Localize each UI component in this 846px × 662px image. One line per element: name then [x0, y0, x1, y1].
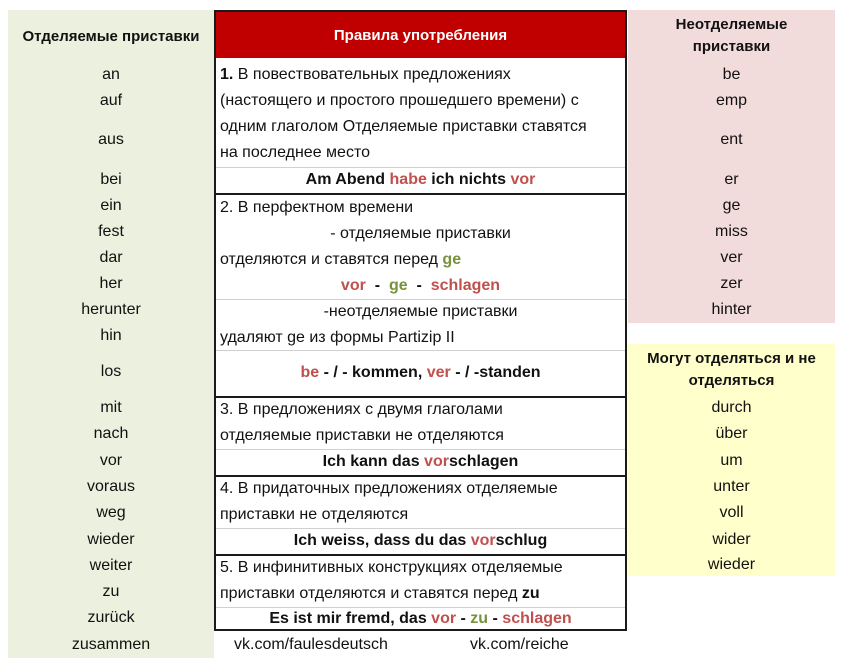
prefix-item: ent [720, 131, 743, 148]
rule-5-line-1: 5. В инфинитивных конструкциях отделяемые [220, 559, 563, 576]
prefix-item: vor [99, 451, 123, 469]
rule-2-line-3 [220, 247, 461, 273]
example-text: Am Abend [305, 171, 390, 188]
rule-1-line-1 [220, 62, 511, 88]
rule-2-line-6: удаляют ge из формы Partizip II [220, 329, 455, 346]
inseparable-prefixes-header [628, 14, 835, 58]
vk-link-reiche[interactable]: vk.com/reiche [470, 636, 569, 653]
example-text: Ich weiss, dass du das [293, 532, 471, 549]
prefix-item: weg [96, 504, 126, 521]
rule-2-line-1: 2. В перфектном времени [220, 199, 414, 216]
rule-4-line-2: приставки не отделяются [220, 506, 409, 523]
zu-highlight: zu [521, 585, 540, 602]
prefix-item: zurück [87, 609, 135, 626]
example-text: - / -standen [450, 364, 541, 381]
example-highlight: ge [388, 277, 408, 294]
rule-4-line-1: 4. В придаточных предложениях отделяемые [220, 480, 558, 497]
prefix-item: wieder [707, 555, 756, 573]
prefix-item: er [724, 170, 739, 188]
rule-5-text: приставки отделяются и ставятся перед [220, 585, 522, 602]
prefix-item: wider [712, 530, 751, 548]
prefix-item: ein [100, 197, 122, 214]
example-highlight: habe [389, 171, 427, 188]
prefix-item: durch [711, 399, 752, 416]
example-highlight: vor [510, 171, 536, 188]
example-highlight: zu [470, 610, 489, 627]
rule-2-line-2: - отделяемые приставки [330, 225, 511, 242]
mixed-prefixes-column [628, 344, 835, 576]
prefix-item: los [100, 363, 122, 380]
rule-5-example [216, 606, 625, 632]
mixed-prefixes-header [628, 348, 835, 392]
prefix-item: voll [719, 504, 744, 521]
example-text: - / - kommen, [319, 364, 427, 381]
prefix-item: be [722, 66, 741, 83]
rule-4-example [216, 528, 625, 554]
rule-1-example [216, 167, 625, 193]
prefix-item: fest [98, 223, 124, 240]
rule-3-line-2: отделяемые приставки не отделяются [220, 427, 504, 444]
example-text: schlug [495, 532, 548, 549]
prefix-item: aus [98, 131, 124, 148]
rule-1-line-4: на последнее место [220, 144, 370, 161]
example-highlight: ver [426, 364, 451, 381]
ge-highlight: ge [442, 251, 462, 268]
rule-1-line-2: (настоящего и простого прошедшего времени) с [220, 92, 579, 109]
prefix-item: dar [99, 249, 123, 266]
separable-prefixes-header: Отделяемые приставки [22, 27, 200, 45]
example-text: - [488, 610, 503, 627]
prefix-item: voraus [86, 478, 136, 495]
usage-rules-table [214, 10, 627, 631]
prefix-item: hin [100, 327, 122, 344]
header-line: отделяться [688, 372, 775, 389]
example-highlight: vor [470, 532, 496, 549]
rule-2-line-5: -неотделяемые приставки [323, 303, 518, 320]
header-line: Могут отделяться и не [647, 350, 816, 367]
example-highlight: schlagen [430, 277, 501, 294]
example-highlight: vor [340, 277, 366, 294]
example-highlight: schlagen [502, 610, 572, 627]
rule-3-example [216, 449, 625, 475]
inseparable-prefixes-column [628, 10, 835, 323]
prefix-item: auf [99, 92, 123, 109]
divider [216, 350, 625, 351]
rule-5-line-2 [220, 581, 540, 607]
prefix-item: weiter [89, 557, 133, 574]
prefix-item: über [715, 425, 748, 442]
example-text: - [407, 277, 431, 294]
rule-2-example-1 [216, 273, 625, 299]
example-highlight: vor [431, 610, 457, 627]
rule-3-line-1: 3. В предложениях с двумя глаголами [220, 401, 503, 418]
example-text: Es ist mir fremd, das [269, 610, 432, 627]
prefix-item: mit [100, 399, 122, 416]
rule-2-example-2 [216, 360, 625, 386]
example-text: ich nichts [426, 171, 511, 188]
prefix-item: um [720, 451, 743, 469]
prefix-item: ver [720, 249, 743, 266]
prefix-item: bei [100, 170, 122, 188]
prefix-item: zu [102, 583, 120, 600]
rule-1-number: 1. [220, 66, 234, 83]
prefix-item: hinter [711, 301, 752, 318]
rule-2-text: отделяются и ставятся перед [220, 251, 443, 268]
prefix-item: her [99, 275, 123, 292]
rule-1-text: В повествовательных предложениях [233, 66, 511, 83]
prefix-item: zer [720, 275, 743, 292]
example-text: - [456, 610, 471, 627]
example-highlight: be [300, 364, 320, 381]
example-text: - [365, 277, 389, 294]
prefix-item: miss [715, 223, 748, 240]
example-text: schlagen [448, 453, 519, 470]
separable-prefixes-column [8, 10, 214, 658]
prefix-item: wieder [87, 530, 135, 548]
example-highlight: vor [424, 453, 449, 470]
vk-link-faulesdeutsch[interactable]: vk.com/faulesdeutsch [234, 636, 388, 653]
prefix-item: nach [93, 425, 129, 442]
prefix-item: herunter [81, 301, 141, 318]
example-text: Ich kann das [322, 453, 425, 470]
prefix-item: emp [715, 92, 748, 109]
prefix-item: ge [722, 197, 741, 214]
usage-rules-header: Правила употребления [216, 12, 625, 58]
header-line: Неотделяемые [675, 16, 788, 33]
prefix-item: zusammen [71, 636, 151, 653]
prefix-item: unter [713, 478, 750, 495]
rule-1-line-3: одним глаголом Отделяемые приставки ставятся [220, 118, 587, 135]
prefix-item: an [102, 66, 120, 83]
header-line: приставки [692, 38, 771, 55]
